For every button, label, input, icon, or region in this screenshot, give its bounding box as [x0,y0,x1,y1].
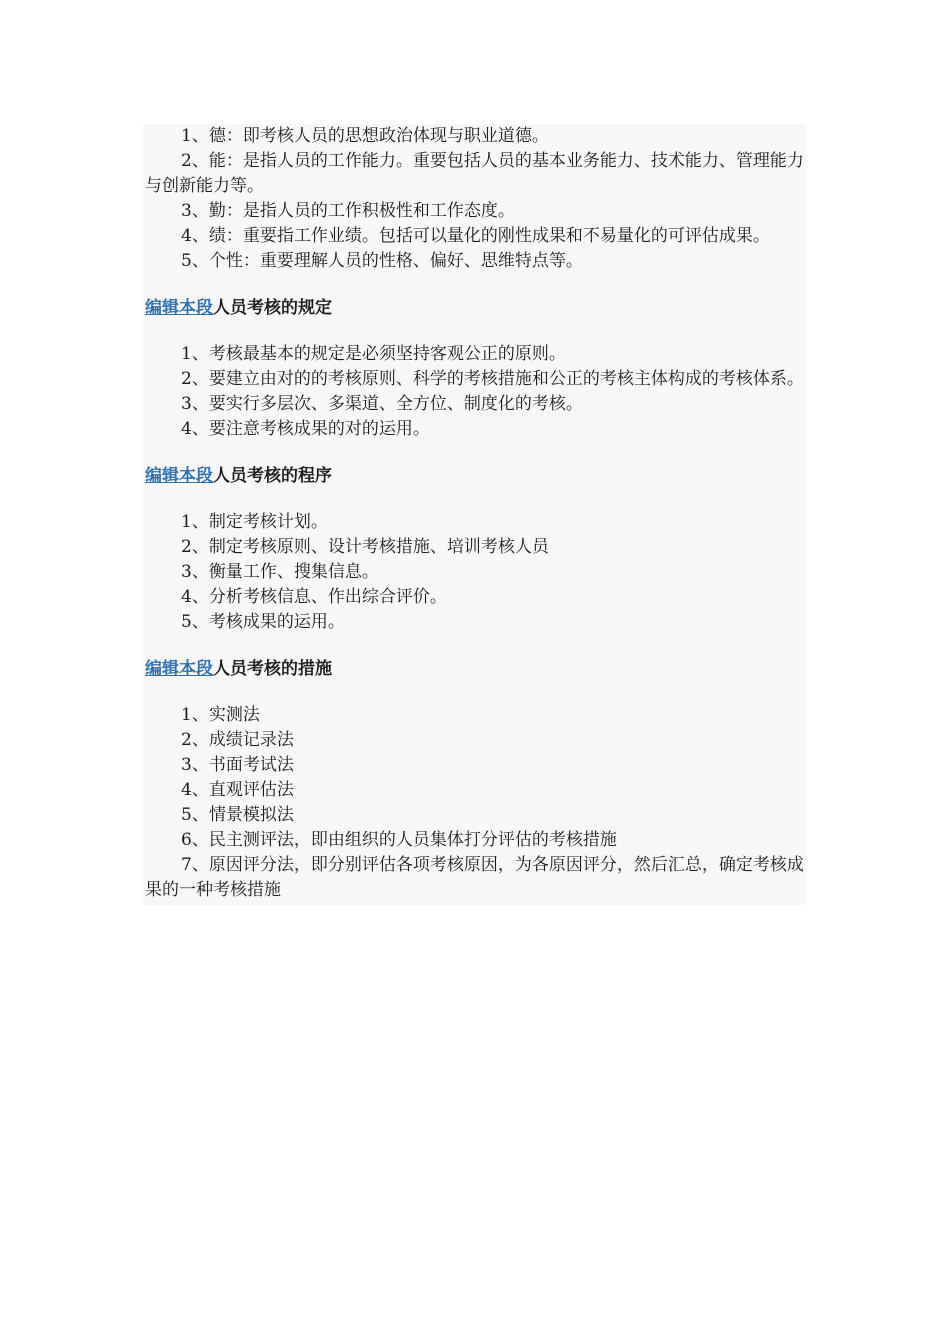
list-item: 1、德：即考核人员的思想政治体现与职业道德。 [181,126,549,146]
section-evaluation-content [145,124,807,274]
list-item: 3、要实行多层次、多渠道、全方位、制度化的考核。 [181,394,583,414]
section-heading-requirements [145,296,807,321]
edit-section-link[interactable]: 编辑本段 [145,466,213,486]
list-item: 1、考核最基本的规定是必须坚持客观公正的原则。 [181,344,566,364]
list-item: 1、实测法 [181,705,260,725]
list-item: 4、直观评估法 [181,780,294,800]
section-title: 人员考核的规定 [213,298,332,318]
list-item: 2、要建立由对的的考核原则、科学的考核措施和公正的考核主体构成的考核体系。 [181,369,804,389]
article-body [145,124,807,903]
list-item: 2、能：是指人员的工作能力。重要包括人员的基本业务能力、技术能力、管理能力与创新能力等。 [145,151,804,196]
list-item: 4、分析考核信息、作出综合评价。 [181,587,447,607]
section-methods [145,703,807,903]
section-procedure [145,510,807,635]
edit-section-link[interactable]: 编辑本段 [145,659,213,679]
list-item: 2、成绩记录法 [181,730,294,750]
list-item: 3、衡量工作、搜集信息。 [181,562,379,582]
list-item: 3、勤：是指人员的工作积极性和工作态度。 [181,201,515,221]
list-item: 5、个性：重要理解人员的性格、偏好、思维特点等。 [181,251,583,271]
list-item: 1、制定考核计划。 [181,512,328,532]
list-item: 5、情景模拟法 [181,805,294,825]
list-item: 2、制定考核原则、设计考核措施、培训考核人员 [181,537,549,557]
section-title: 人员考核的措施 [213,659,332,679]
list-item: 7、原因评分法，即分别评估各项考核原因，为各原因评分，然后汇总，确定考核成果的一种考核措施 [145,855,804,900]
list-item: 5、考核成果的运用。 [181,612,345,632]
list-item: 3、书面考试法 [181,755,294,775]
list-item: 4、要注意考核成果的对的运用。 [181,419,430,439]
list-item: 6、民主测评法，即由组织的人员集体打分评估的考核措施 [181,830,617,850]
section-heading-procedure [145,464,807,489]
section-title: 人员考核的程序 [213,466,332,486]
section-requirements [145,342,807,442]
edit-section-link[interactable]: 编辑本段 [145,298,213,318]
section-heading-methods [145,657,807,682]
list-item: 4、绩：重要指工作业绩。包括可以量化的刚性成果和不易量化的可评估成果。 [181,226,770,246]
